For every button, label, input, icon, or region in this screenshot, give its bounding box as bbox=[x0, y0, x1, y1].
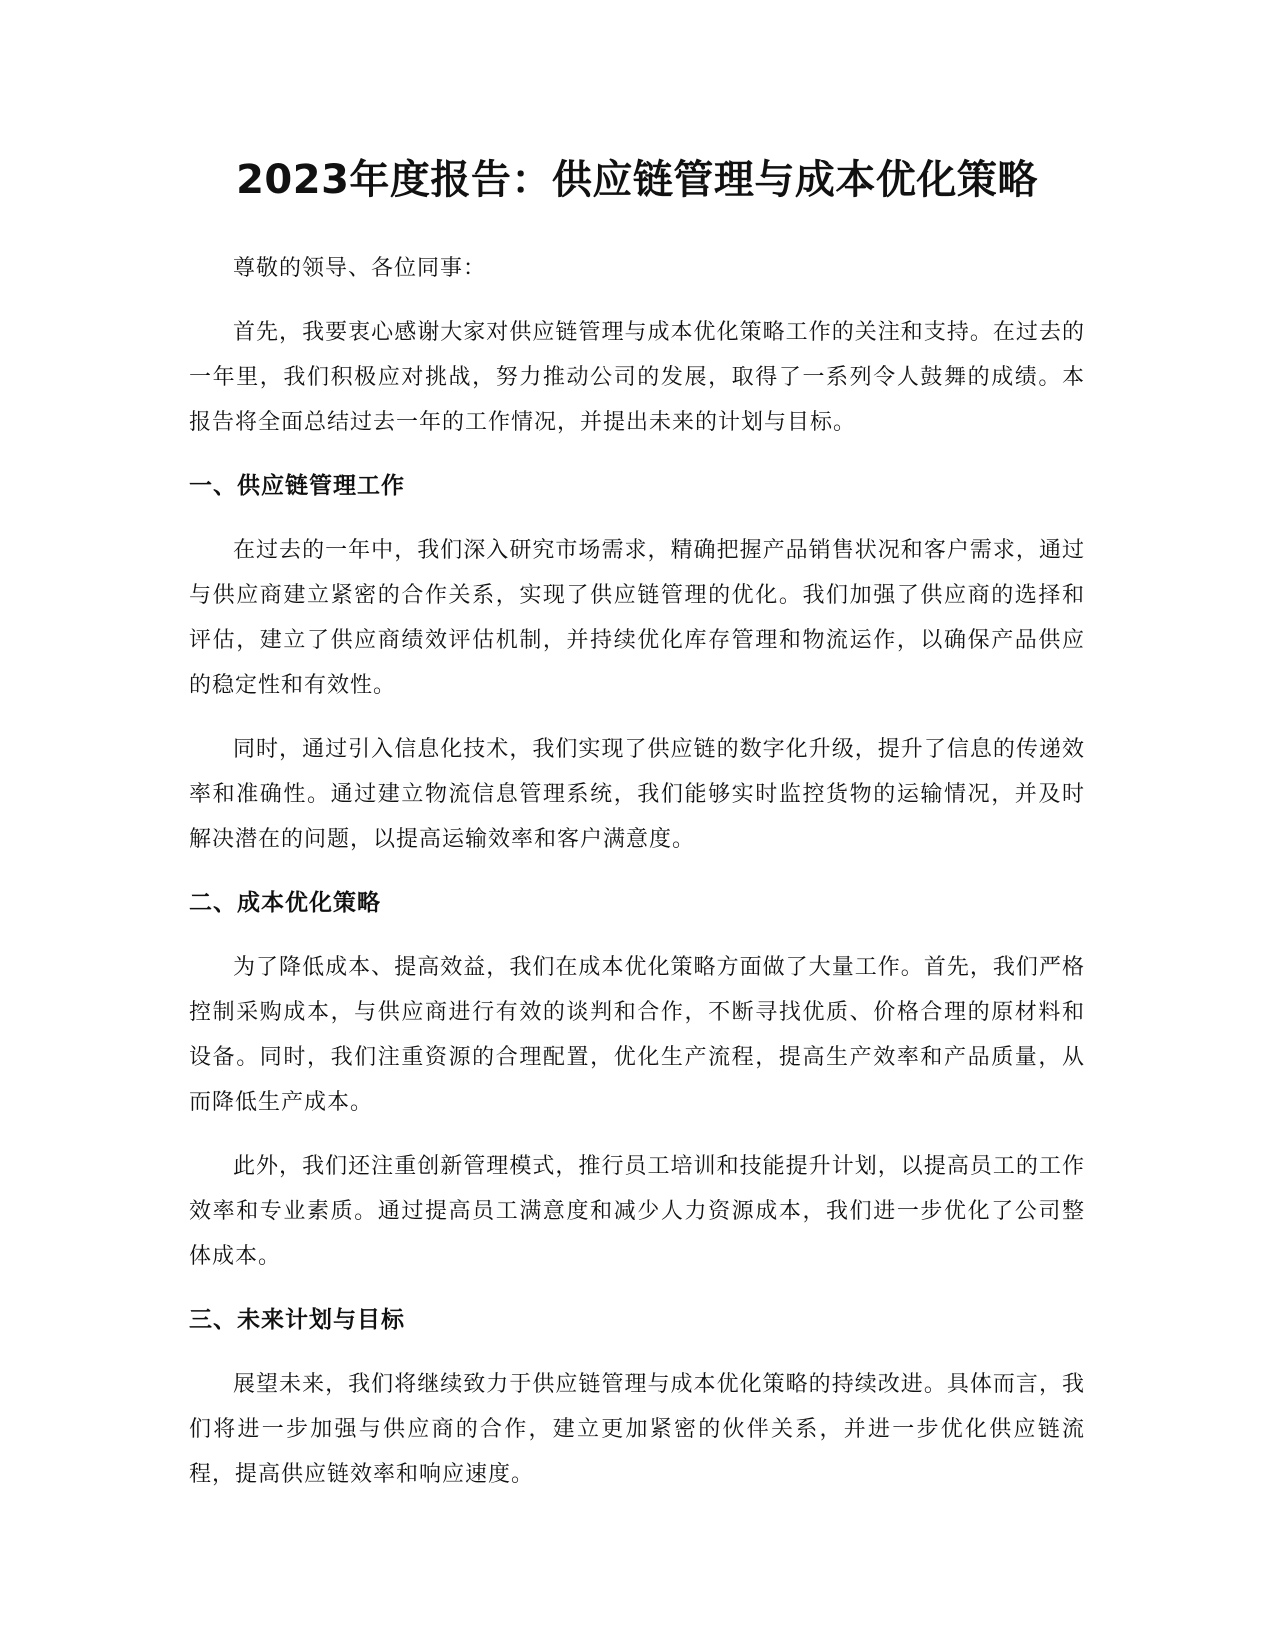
section-paragraph: 同时，通过引入信息化技术，我们实现了供应链的数字化升级，提升了信息的传递效率和准确性。通过建立物流信息管理系统，我们能够实时监控货物的运输情况，并及时解决潜在的问题，以提高运输效率和客户满意度。 bbox=[189, 737, 1085, 852]
section-cost-optimization bbox=[189, 881, 1085, 1279]
section-paragraph: 为了降低成本、提高效益，我们在成本优化策略方面做了大量工作。首先，我们严格控制采购成本，与供应商进行有效的谈判和合作，不断寻找优质、价格合理的原材料和设备。同时，我们注重资源的合理配置，优化生产流程，提高生产效率和产品质量，从而降低生产成本。 bbox=[189, 955, 1085, 1115]
section-supply-chain bbox=[189, 464, 1085, 862]
section-heading: 三、未来计划与目标 bbox=[189, 1307, 405, 1333]
intro-paragraph: 首先，我要衷心感谢大家对供应链管理与成本优化策略工作的关注和支持。在过去的一年里，我们积极应对挑战，努力推动公司的发展，取得了一系列令人鼓舞的成绩。本报告将全面总结过去一年的工作情况，并提出未来的计划与目标。 bbox=[189, 320, 1085, 435]
document-body bbox=[189, 152, 1085, 1516]
section-heading: 二、成本优化策略 bbox=[189, 890, 381, 916]
greeting: 尊敬的领导、各位同事： bbox=[233, 256, 487, 281]
section-paragraph: 展望未来，我们将继续致力于供应链管理与成本优化策略的持续改进。具体而言，我们将进一步加强与供应商的合作，建立更加紧密的伙伴关系，并进一步优化供应链流程，提高供应链效率和响应速度。 bbox=[189, 1372, 1085, 1487]
section-future-plans bbox=[189, 1298, 1085, 1497]
document-title: 2023年度报告：供应链管理与成本优化策略 bbox=[236, 157, 1038, 203]
section-heading: 一、供应链管理工作 bbox=[189, 473, 405, 499]
section-paragraph: 此外，我们还注重创新管理模式，推行员工培训和技能提升计划，以提高员工的工作效率和专业素质。通过提高员工满意度和减少人力资源成本，我们进一步优化了公司整体成本。 bbox=[189, 1154, 1085, 1269]
section-paragraph: 在过去的一年中，我们深入研究市场需求，精确把握产品销售状况和客户需求，通过与供应商建立紧密的合作关系，实现了供应链管理的优化。我们加强了供应商的选择和评估，建立了供应商绩效评估机制，并持续优化库存管理和物流运作，以确保产品供应的稳定性和有效性。 bbox=[189, 538, 1085, 698]
